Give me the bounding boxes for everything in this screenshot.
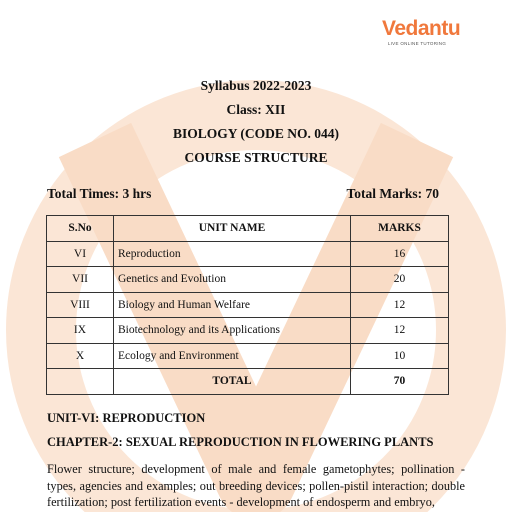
cell-unit-name: Reproduction — [114, 241, 351, 267]
vedantu-logo — [382, 17, 461, 46]
table-row — [47, 318, 449, 344]
table-header-row — [47, 216, 449, 242]
cell-unit-name: Biology and Human Welfare — [114, 292, 351, 318]
unit-heading: UNIT-VI: REPRODUCTION — [47, 411, 206, 425]
table-row — [47, 292, 449, 318]
total-marks-value: 70 — [351, 369, 449, 395]
cell-unit-name: Ecology and Environment — [114, 343, 351, 369]
cell-unit-name: Biotechnology and its Applications — [114, 318, 351, 344]
total-marks: Total Marks: 70 — [346, 186, 439, 201]
cell-marks: 10 — [351, 343, 449, 369]
subject-title: BIOLOGY (CODE NO. 044) — [172, 126, 339, 141]
cell-sno: VII — [47, 267, 114, 293]
total-time: Total Times: 3 hrs — [47, 186, 152, 201]
cell-marks: 12 — [351, 292, 449, 318]
header-unit-name: UNIT NAME — [114, 216, 351, 242]
cell-sno: X — [47, 343, 114, 369]
cell-marks: 20 — [351, 267, 449, 293]
syllabus-year: Syllabus 2022-2023 — [200, 78, 312, 93]
course-structure-table — [46, 215, 449, 395]
cell-unit-name: Genetics and Evolution — [114, 267, 351, 293]
cell-empty — [47, 369, 114, 395]
chapter-paragraph: Flower structure; development of male and female gametophytes; pollination - types, agencies and examples; out breeding devices; pollen-pistil interaction; double fertilization; post fertilization events - development of endosperm and embryo, — [47, 462, 465, 509]
cell-sno: VIII — [47, 292, 114, 318]
class-title: Class: XII — [226, 102, 286, 117]
header-marks: MARKS — [351, 216, 449, 242]
logo-tagline: LIVE ONLINE TUTORING — [387, 41, 447, 46]
table-row — [47, 343, 449, 369]
cell-sno: VI — [47, 241, 114, 267]
course-structure-title: COURSE STRUCTURE — [184, 150, 328, 165]
cell-marks: 16 — [351, 241, 449, 267]
cell-sno: IX — [47, 318, 114, 344]
header-sno: S.No — [47, 216, 114, 242]
cell-marks: 12 — [351, 318, 449, 344]
table-total-row — [47, 369, 449, 395]
table-row — [47, 267, 449, 293]
logo-name: Vedantu — [382, 17, 461, 40]
total-label: TOTAL — [114, 369, 351, 395]
table-row — [47, 241, 449, 267]
chapter-heading: CHAPTER-2: SEXUAL REPRODUCTION IN FLOWERING PLANTS — [47, 435, 434, 449]
